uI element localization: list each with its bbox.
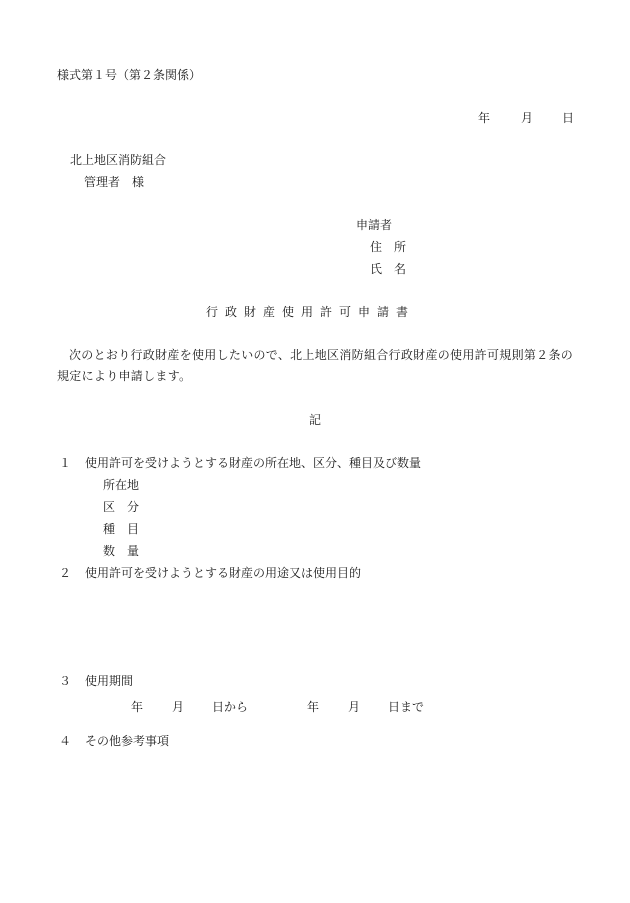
ki-heading: 記 [309, 413, 322, 427]
period-month-end: 月 [348, 700, 361, 714]
period-day-end: 日まで [388, 700, 425, 714]
period-year-start: 年 [131, 700, 144, 714]
item2-text: 使用許可を受けようとする財産の用途又は使用目的 [85, 566, 362, 580]
document-title: 行政財産使用許可申請書 [206, 305, 416, 319]
addressee-organization: 北上地区消防組合 [70, 153, 167, 167]
item3-text: 使用期間 [85, 674, 134, 688]
item1-sub-location: 所在地 [103, 478, 140, 492]
item1-sub-quantity: 数 量 [103, 544, 140, 558]
item1-text: 使用許可を受けようとする財産の所在地、区分、種目及び数量 [85, 456, 422, 470]
applicant-address-label: 住 所 [370, 240, 407, 254]
form-number: 様式第１号（第２条関係） [57, 68, 202, 82]
item1-sub-type: 種 目 [103, 522, 140, 536]
period-day-start: 日から [212, 700, 249, 714]
applicant-label: 申請者 [356, 218, 393, 232]
item3-number: ３ [59, 674, 72, 688]
item2-number: ２ [59, 566, 72, 580]
addressee-recipient: 管理者 様 [84, 175, 145, 189]
applicant-name-label: 氏 名 [370, 262, 407, 276]
date-day: 日 [562, 111, 575, 125]
item4-text: その他参考事項 [85, 734, 170, 748]
item1-number: １ [59, 456, 72, 470]
body-paragraph: 次のとおり行政財産を使用したいので、北上地区消防組合行政財産の使用許可規則第２条の規定により申請します。 [57, 348, 574, 383]
period-month-start: 月 [172, 700, 185, 714]
item4-number: ４ [59, 734, 72, 748]
date-month: 月 [521, 111, 534, 125]
date-year: 年 [478, 111, 491, 125]
period-year-end: 年 [307, 700, 320, 714]
item1-sub-category: 区 分 [103, 500, 140, 514]
